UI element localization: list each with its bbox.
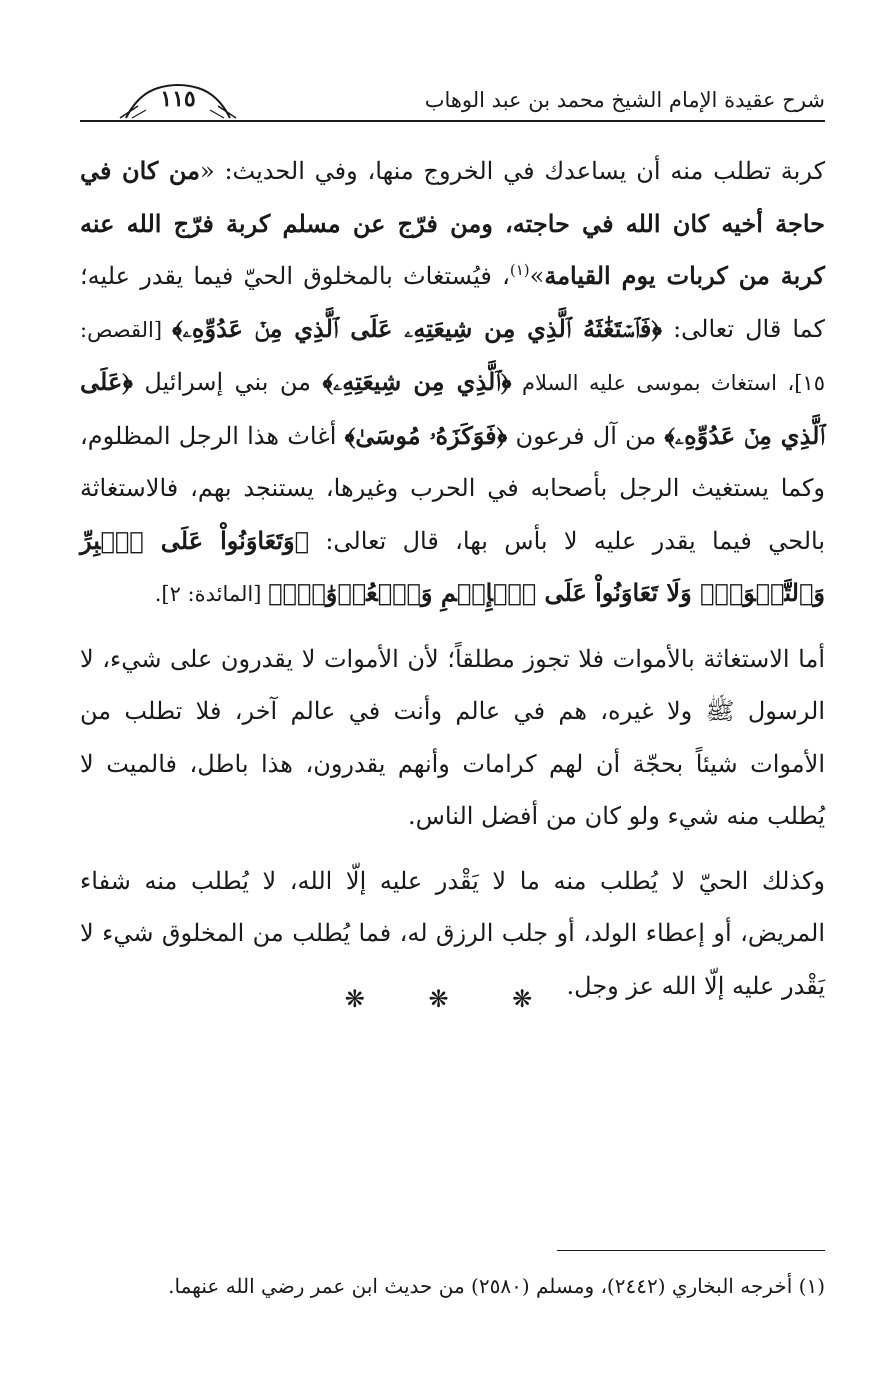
text-segment: كربة تطلب منه أن يساعدك في الخروج منها، وفي الحديث: « — [200, 157, 825, 185]
quran-verse: ﴿ٱلَّذِي مِن شِيعَتِهِۦ﴾ — [322, 367, 512, 396]
paragraph-1 — [80, 145, 825, 621]
quran-verse: ﴿وَتَعَاوَنُواْ عَلَى ٱلۡبِرِّ وَٱلتَّقۡوَىٰۖ وَلَا تَعَاوَنُواْ عَلَى ٱلۡإِثۡمِ وَٱلۡعُدۡوَٰنِۚ﴾ — [80, 525, 825, 607]
hadith-quote: من كان في حاجة أخيه كان الله في حاجته، ومن فرّج عن مسلم كربة فرّج الله عنه كربة من كربات يوم القيامة — [80, 156, 825, 290]
footnote-rule — [557, 1250, 825, 1251]
quran-verse: ﴿فَوَكَزَهُۥ مُوسَىٰ﴾ — [344, 420, 508, 450]
quran-verse: ﴿عَلَى ٱلَّذِي مِنۡ عَدُوِّهِۦ﴾ — [80, 367, 825, 450]
text-segment: من بني إسرائيل — [132, 368, 323, 396]
header-rule — [80, 120, 825, 122]
paragraph-2: أما الاستغاثة بالأموات فلا تجوز مطلقاً؛ لأن الأموات لا يقدرون على شيء، لا الرسول ﷺ ولا غيره، هم في عالم وأنت في عالم آخر، فلا تطلب من الأموات شيئاً بحجّة أن لهم كرامات وأنهم يقدرون، هذا باطل، فالميت لا يُطلب منه شيء ولو كان من أفضل الناس. — [80, 644, 825, 830]
book-title: شرح عقيدة الإمام الشيخ محمد بن عبد الوهاب — [424, 88, 825, 112]
verse-reference: [القصص: ١٥]، استغاث بموسى عليه السلام — [80, 317, 825, 395]
section-separator: ❋ ❋ ❋ — [344, 985, 561, 1013]
text-segment: ، فيُستغاث بالمخلوق الحيّ فيما يقدر عليه؛ كما قال تعالى: — [80, 262, 825, 343]
running-header — [80, 80, 825, 122]
footnote-marker: (١) — [509, 261, 530, 279]
main-text — [80, 145, 825, 1012]
verse-reference: [المائدة: ٢]. — [154, 582, 269, 606]
text-segment: من آل فرعون — [507, 421, 665, 450]
quran-verse: ﴿فَٱسۡتَغَٰثَهُ ٱلَّذِي مِن شِيعَتِهِۦ عَلَى ٱلَّذِي مِنۡ عَدُوِّهِۦ﴾ — [172, 313, 663, 343]
page-number: ١١٥ — [160, 86, 196, 112]
footnote: (١) أخرجه البخاري (٢٤٤٢)، ومسلم (٢٥٨٠) من حديث ابن عمر رضي الله عنهما. — [168, 1274, 825, 1298]
text-segment: » — [529, 262, 545, 290]
text-segment: أغاث هذا الرجل المظلوم، وكما يستغيث الرجل بأصحابه في الحرب وغيرها، يستنجد بهم، فالاستغاثة بالحي فيما يقدر عليه لا بأس بها، قال تعالى: — [80, 421, 826, 555]
page-number-ornament — [118, 80, 238, 120]
paragraph-3: وكذلك الحيّ لا يُطلب منه ما لا يَقْدر عليه إلّا الله، لا يُطلب منه شفاء المريض، أو إعطاء الولد، أو جلب الرزق له، فما يُطلب من المخلوق شيء لا يَقْدر عليه إلّا الله عز وجل. — [80, 866, 825, 1000]
